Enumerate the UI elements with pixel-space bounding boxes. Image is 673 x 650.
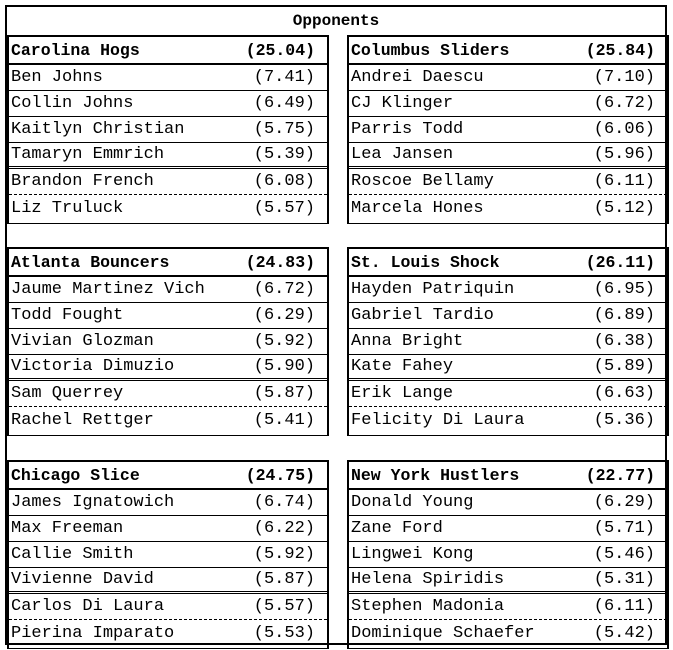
- team-block: [7, 460, 329, 649]
- player-score: (6.72): [593, 94, 655, 113]
- team-name: Chicago Slice: [11, 465, 140, 485]
- player-score: (5.75): [253, 120, 315, 139]
- team-header: [349, 462, 667, 490]
- player-score: (5.46): [593, 545, 655, 564]
- player-row: [349, 542, 667, 568]
- player-name: Max Freeman: [11, 519, 124, 538]
- team-header: [349, 37, 667, 65]
- player-name: Rachel Rettger: [11, 410, 154, 430]
- player-name: Jaume Martinez Vich: [11, 280, 205, 299]
- player-name: Anna Bright: [351, 332, 464, 351]
- team-score: (26.11): [585, 252, 655, 272]
- player-score: (5.42): [593, 623, 655, 643]
- player-name: Brandon French: [11, 172, 154, 191]
- player-name: Pierina Imparato: [11, 623, 175, 643]
- player-row: [9, 195, 327, 221]
- player-name: Donald Young: [351, 493, 474, 512]
- player-row: [349, 91, 667, 117]
- player-name: Liz Truluck: [11, 198, 124, 218]
- team-name: Columbus Sliders: [351, 40, 510, 60]
- team-name: Atlanta Bouncers: [11, 252, 170, 272]
- player-name: Erik Lange: [351, 384, 454, 403]
- player-score: (6.11): [593, 597, 655, 616]
- player-score: (5.89): [593, 357, 655, 376]
- player-score: (6.11): [593, 172, 655, 191]
- team-score: (25.84): [585, 40, 655, 60]
- player-score: (5.71): [593, 519, 655, 538]
- player-score: (6.22): [253, 519, 315, 538]
- team-score: (24.75): [245, 465, 315, 485]
- player-score: (5.12): [593, 198, 655, 218]
- player-name: Collin Johns: [11, 94, 134, 113]
- player-name: Vivienne David: [11, 570, 154, 589]
- team-name: New York Hustlers: [351, 465, 520, 485]
- player-row: [9, 65, 327, 91]
- player-row: [9, 542, 327, 568]
- team-block: [347, 35, 669, 224]
- player-row: [349, 65, 667, 91]
- player-name: Callie Smith: [11, 545, 134, 564]
- player-row: [9, 329, 327, 355]
- player-name: Lea Jansen: [351, 145, 454, 164]
- table-title: Opponents: [292, 12, 380, 30]
- player-row: [9, 407, 327, 433]
- player-name: Tamaryn Emmrich: [11, 145, 165, 164]
- player-row: [9, 143, 327, 169]
- player-row: [349, 568, 667, 594]
- player-score: (5.90): [253, 357, 315, 376]
- player-score: (6.95): [593, 280, 655, 299]
- player-row: [9, 91, 327, 117]
- player-score: (6.08): [253, 172, 315, 191]
- player-row: [9, 303, 327, 329]
- player-row: [9, 169, 327, 195]
- player-name: Dominique Schaefer: [351, 623, 535, 643]
- player-score: (6.29): [253, 306, 315, 325]
- player-row: [9, 277, 327, 303]
- player-name: Marcela Hones: [351, 198, 484, 218]
- player-score: (5.57): [253, 198, 315, 218]
- player-score: (6.38): [593, 332, 655, 351]
- player-name: Sam Querrey: [11, 384, 124, 403]
- player-name: Gabriel Tardio: [351, 306, 494, 325]
- team-score: (25.04): [245, 40, 315, 60]
- player-name: Vivian Glozman: [11, 332, 154, 351]
- player-name: James Ignatowich: [11, 493, 175, 512]
- player-row: [349, 620, 667, 646]
- player-row: [349, 381, 667, 407]
- player-score: (6.29): [593, 493, 655, 512]
- player-row: [9, 568, 327, 594]
- player-row: [9, 381, 327, 407]
- player-name: Andrei Daescu: [351, 68, 484, 87]
- player-score: (5.41): [253, 410, 315, 430]
- team-block: [347, 460, 669, 649]
- opponents-table: [5, 5, 667, 645]
- player-row: [349, 117, 667, 143]
- player-score: (6.63): [593, 384, 655, 403]
- player-row: [349, 490, 667, 516]
- player-row: [349, 329, 667, 355]
- player-score: (5.92): [253, 545, 315, 564]
- player-score: (5.31): [593, 570, 655, 589]
- team-score: (22.77): [585, 465, 655, 485]
- player-name: Stephen Madonia: [351, 597, 505, 616]
- player-score: (5.39): [253, 145, 315, 164]
- team-header: [9, 249, 327, 277]
- player-score: (7.41): [253, 68, 315, 87]
- player-name: Kate Fahey: [351, 357, 454, 376]
- team-block: [7, 35, 329, 224]
- player-row: [9, 516, 327, 542]
- team-name: St. Louis Shock: [351, 252, 500, 272]
- player-score: (5.92): [253, 332, 315, 351]
- player-name: Zane Ford: [351, 519, 443, 538]
- team-header: [9, 37, 327, 65]
- player-name: Kaitlyn Christian: [11, 120, 185, 139]
- player-row: [349, 277, 667, 303]
- player-score: (5.53): [253, 623, 315, 643]
- player-score: (7.10): [593, 68, 655, 87]
- player-score: (5.87): [253, 384, 315, 403]
- player-row: [349, 407, 667, 433]
- player-row: [349, 594, 667, 620]
- team-name: Carolina Hogs: [11, 40, 140, 60]
- player-name: Todd Fought: [11, 306, 124, 325]
- player-score: (6.72): [253, 280, 315, 299]
- player-row: [349, 169, 667, 195]
- player-row: [349, 355, 667, 381]
- player-score: (5.36): [593, 410, 655, 430]
- player-name: Carlos Di Laura: [11, 597, 165, 616]
- player-row: [9, 620, 327, 646]
- player-name: Lingwei Kong: [351, 545, 474, 564]
- team-block: [7, 247, 329, 436]
- player-name: Parris Todd: [351, 120, 464, 139]
- player-row: [9, 594, 327, 620]
- player-row: [9, 490, 327, 516]
- player-row: [349, 143, 667, 169]
- player-name: Victoria Dimuzio: [11, 357, 175, 376]
- player-row: [349, 195, 667, 221]
- team-block: [347, 247, 669, 436]
- player-name: Roscoe Bellamy: [351, 172, 494, 191]
- player-row: [349, 516, 667, 542]
- player-name: Felicity Di Laura: [351, 410, 525, 430]
- player-score: (6.89): [593, 306, 655, 325]
- player-row: [9, 355, 327, 381]
- player-name: Helena Spiridis: [351, 570, 505, 589]
- player-name: Ben Johns: [11, 68, 103, 87]
- team-score: (24.83): [245, 252, 315, 272]
- player-score: (6.06): [593, 120, 655, 139]
- player-score: (5.87): [253, 570, 315, 589]
- team-header: [9, 462, 327, 490]
- team-header: [349, 249, 667, 277]
- player-score: (6.74): [253, 493, 315, 512]
- player-score: (5.96): [593, 145, 655, 164]
- player-row: [9, 117, 327, 143]
- player-row: [349, 303, 667, 329]
- player-name: CJ Klinger: [351, 94, 454, 113]
- player-name: Hayden Patriquin: [351, 280, 515, 299]
- player-score: (5.57): [253, 597, 315, 616]
- player-score: (6.49): [253, 94, 315, 113]
